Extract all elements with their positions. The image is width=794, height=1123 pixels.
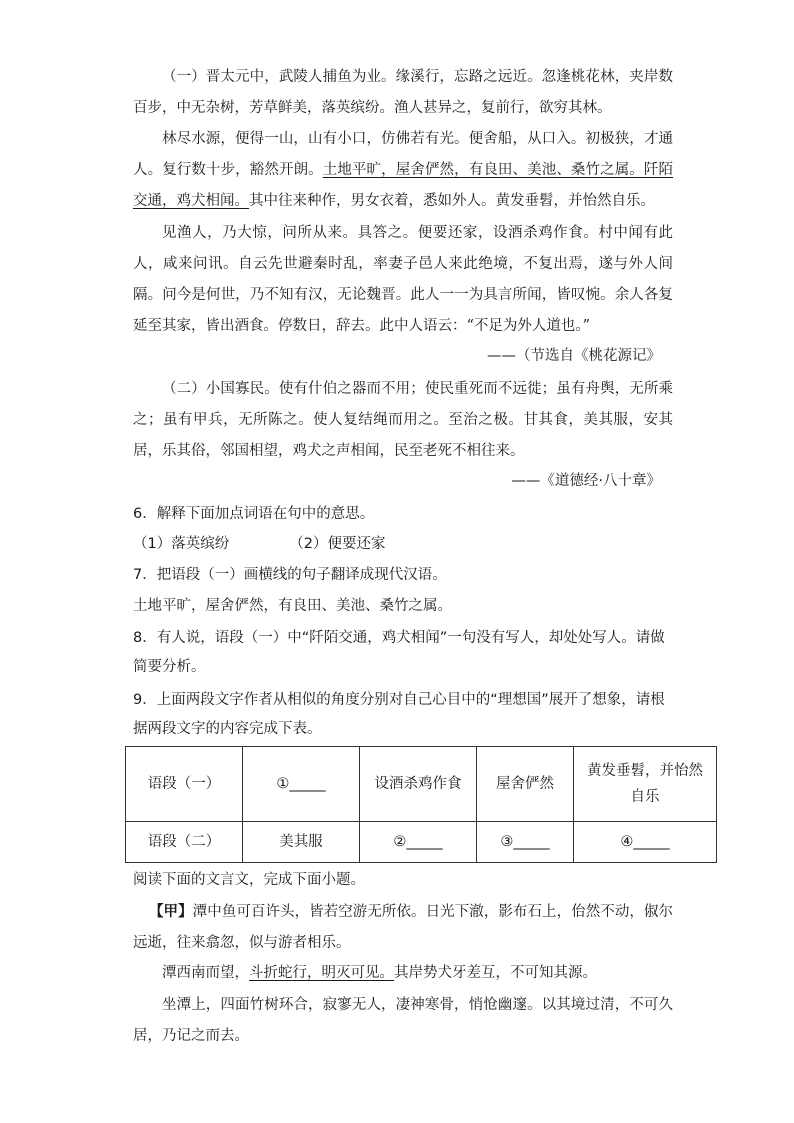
passage1-source: ——（节选自《桃花源记》 <box>487 348 661 364</box>
question-7: 7．把语段（一）画横线的句子翻译成现代汉语。 <box>133 567 447 583</box>
jia-paragraph-3: 坐潭上，四面竹树环合，寂寥无人，凄神寒骨，悄怆幽邃。以其境过清，不可久居，乃记之而去。 <box>133 997 673 1044</box>
table-cell: 黄发垂髫，并怡然自乐 <box>574 747 717 822</box>
reading-intro: 阅读下面的文言文，完成下面小题。 <box>133 872 365 888</box>
table-cell: 语段（二） <box>126 822 243 863</box>
table-cell-blank-1[interactable]: ①_____ <box>243 747 360 822</box>
table-row <box>126 822 717 863</box>
table-cell: 美其服 <box>243 822 360 863</box>
question-6-items <box>133 530 673 559</box>
passage2-text: （二）小国寡民。使有什伯之器而不用；使民重死而不远徙；虽有舟舆，无所乘之；虽有甲兵，无所陈之。使人复结绳而用之。至治之极。甘其食，美其服，安其居，乐其俗，邻国相望，鸡犬之声相闻，民至老死不相往来。 <box>133 381 673 459</box>
table-cell: 设酒杀鸡作食 <box>360 747 477 822</box>
passage1-paragraph-3: 见渔人，乃大惊，问所从来。具答之。便要还家，设酒杀鸡作食。村中闻有此人，咸来问讯。自云先世避秦时乱，率妻子邑人来此绝境，不复出焉，遂与外人间隔。问今是何世，乃不知有汉，无论魏晋。此人一一为具言所闻，皆叹惋。余人各复延至其家，皆出酒食。停数日，辞去。此中人语云：“不足为外人道也。” <box>133 225 673 334</box>
passage1-paragraph-2: 林尽水源，便得一山，山有小口，仿佛若有光。便舍船，从口入。初极狭，才通人。复行数十步，豁然开朗。土地平旷，屋舍俨然，有良田、美池、桑竹之属。阡陌交通，鸡犬相闻。其中往来种作，男女衣着，悉如外人。黄发垂髫，并怡然自乐。 <box>133 131 673 209</box>
question-9: 9．上面两段文字作者从相似的角度分别对自己心目中的“理想国”展开了想象，请根据两段文字的内容完成下表。 <box>133 692 665 737</box>
question-7-sentence: 土地平旷，屋舍俨然，有良田、美池、桑竹之属。 <box>133 598 452 614</box>
comparison-table <box>125 746 717 863</box>
q6-item-2: （2）便要还家 <box>289 536 386 552</box>
table-row <box>126 747 717 822</box>
table-cell: 屋舍俨然 <box>477 747 574 822</box>
table-cell-blank-2[interactable]: ②_____ <box>360 822 477 863</box>
jia-label: 【甲】 <box>149 903 193 920</box>
q6-item-1: （1）落英缤纷 <box>133 536 230 552</box>
table-cell-blank-3[interactable]: ③_____ <box>477 822 574 863</box>
passage1-paragraph-1: （一）晋太元中，武陵人捕鱼为业。缘溪行，忘路之远近。忽逢桃花林，夹岸数百步，中无杂树，芳草鲜美，落英缤纷。渔人甚异之，复前行，欲穷其林。 <box>133 69 673 116</box>
jia-paragraph-2: 潭西南而望，斗折蛇行，明灭可见。其岸势犬牙差互，不可知其源。 <box>162 965 597 981</box>
question-8: 8．有人说，语段（一）中“阡陌交通，鸡犬相闻”一句没有写人，却处处写人。请做简要分析。 <box>133 630 665 675</box>
table-cell: 语段（一） <box>126 747 243 822</box>
table-cell-blank-4[interactable]: ④_____ <box>574 822 717 863</box>
underlined-sentence: 土地平旷，屋舍俨然，有良田、美池、桑竹之属。阡陌交通，鸡犬相闻。 <box>133 162 673 209</box>
underlined-sentence: 斗折蛇行，明灭可见。 <box>249 965 394 981</box>
jia-paragraph-1: 【甲】潭中鱼可百许头，皆若空游无所依。日光下澈，影布石上，佁然不动，俶尔远逝，往来翕忽，似与游者相乐。 <box>133 903 673 951</box>
question-6: 6．解释下面加点词语在句中的意思。 <box>133 506 375 522</box>
passage2-source: ——《道德经·八十章》 <box>511 473 661 489</box>
